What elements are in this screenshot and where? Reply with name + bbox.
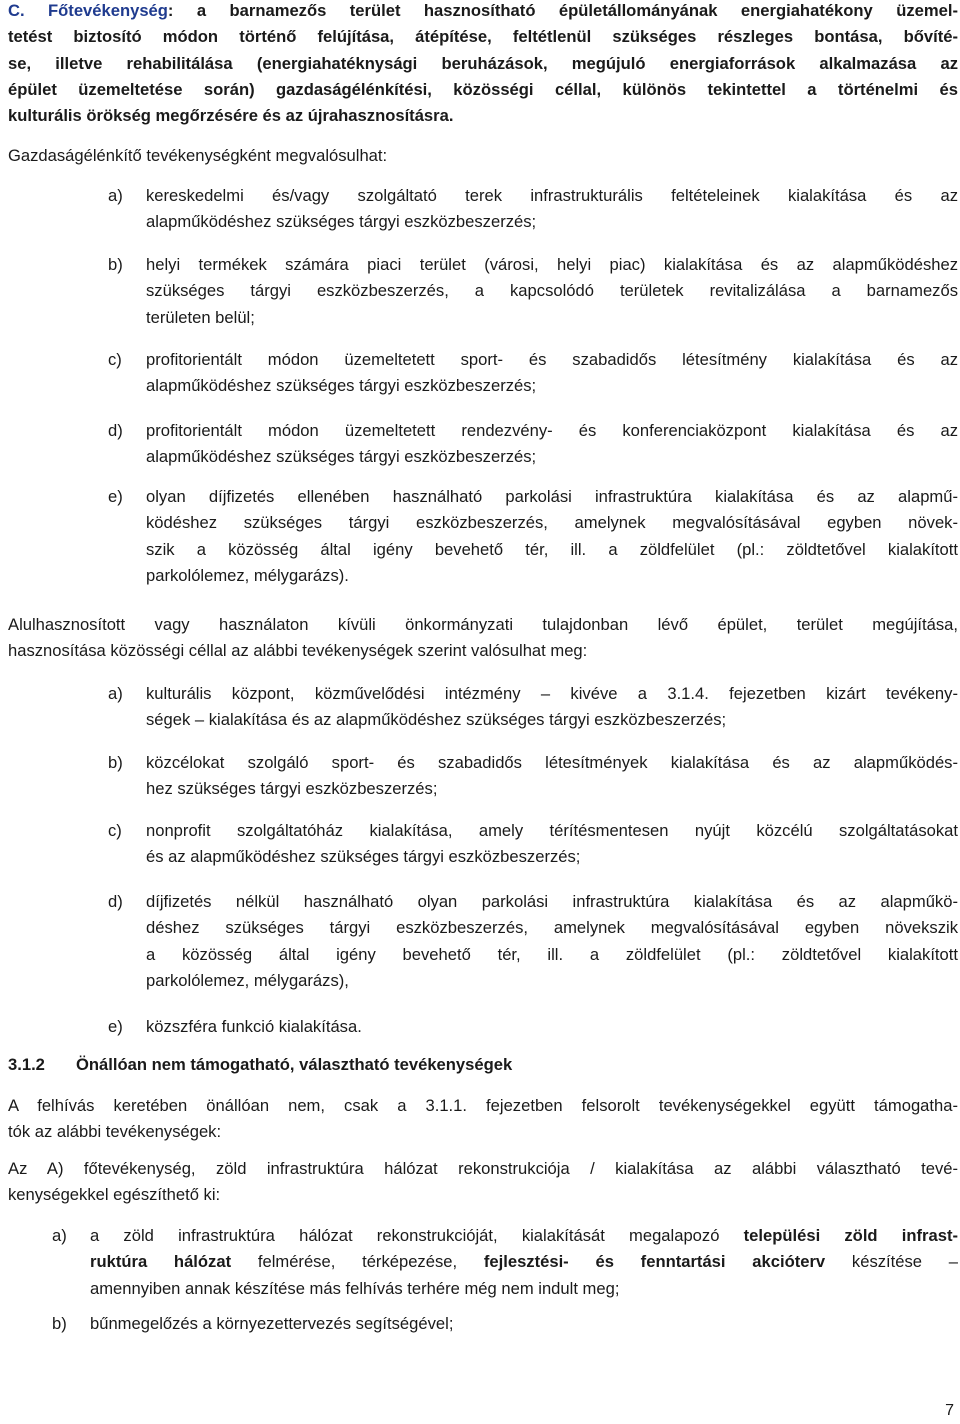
section-heading (8, 1052, 512, 1078)
heading-number: 3.1.2 (8, 1055, 45, 1074)
heading-title: Önállóan nem támogatható, választható tevékenységek (76, 1055, 513, 1074)
intro-line-1: C. Főtevékenység: a barnamezős terület hasznosítható épületállományának energiahatékony üzemel- (8, 1, 958, 20)
item-letter: d) (108, 421, 123, 440)
item-letter: e) (108, 1017, 123, 1036)
section2-intro: Alulhasznosított vagy használaton kívüli önkormányzati tulajdonban lévő épület, terület megújítása, hasznosítása közösségi céllal az alábbi tevékenységek szerint valósulhat meg: (8, 615, 958, 661)
intro-paragraph (8, 0, 958, 129)
item-letter: b) (108, 255, 123, 274)
item-letter: d) (108, 892, 123, 911)
intro-line-3: se, illetve rehabilitálása (energiahatéknysági beruházások, megújuló energiaforrások alkalmazása az (8, 53, 958, 73)
item-letter: a) (52, 1226, 67, 1245)
page-number: 7 (945, 1402, 954, 1419)
intro-line-5: kulturális örökség megőrzésére és az újrahasznosításra. (8, 106, 454, 126)
paragraph-felhivas: A felhívás keretében önállóan nem, csak a 3.1.1. fejezetben felsorolt tevékenységekkel együtt támogatha- tók az alábbi tevékenységek: (8, 1096, 958, 1142)
item-letter: c) (108, 821, 122, 840)
item-letter: b) (108, 753, 123, 772)
intro-line-2: tetést biztosító módon történő felújítása, átépítése, feltétlenül szükséges részleges bontása, bővíté- (8, 27, 958, 47)
fo-label: Főtevékenység (48, 1, 168, 20)
item-letter: c) (108, 350, 122, 369)
item-letter: a) (108, 186, 123, 205)
item-letter: a) (108, 684, 123, 703)
intro-line-4: épület üzemeltetése során) gazdaságélénkítési, közösségi céllal, különös tekintettel a történelmi és (8, 79, 958, 99)
section-label: C. (8, 1, 25, 20)
item-letter: b) (52, 1314, 67, 1333)
section1-intro: Gazdaságélénkítő tevékenységként megvalósulhat: (8, 146, 388, 165)
item-letter: e) (108, 487, 123, 506)
paragraph-fotevekenyseg: Az A) főtevékenység, zöld infrastruktúra hálózat rekonstrukciója / kialakítása az alábbi választható tevé- kenységekkel egészíthető ki: (8, 1159, 958, 1205)
